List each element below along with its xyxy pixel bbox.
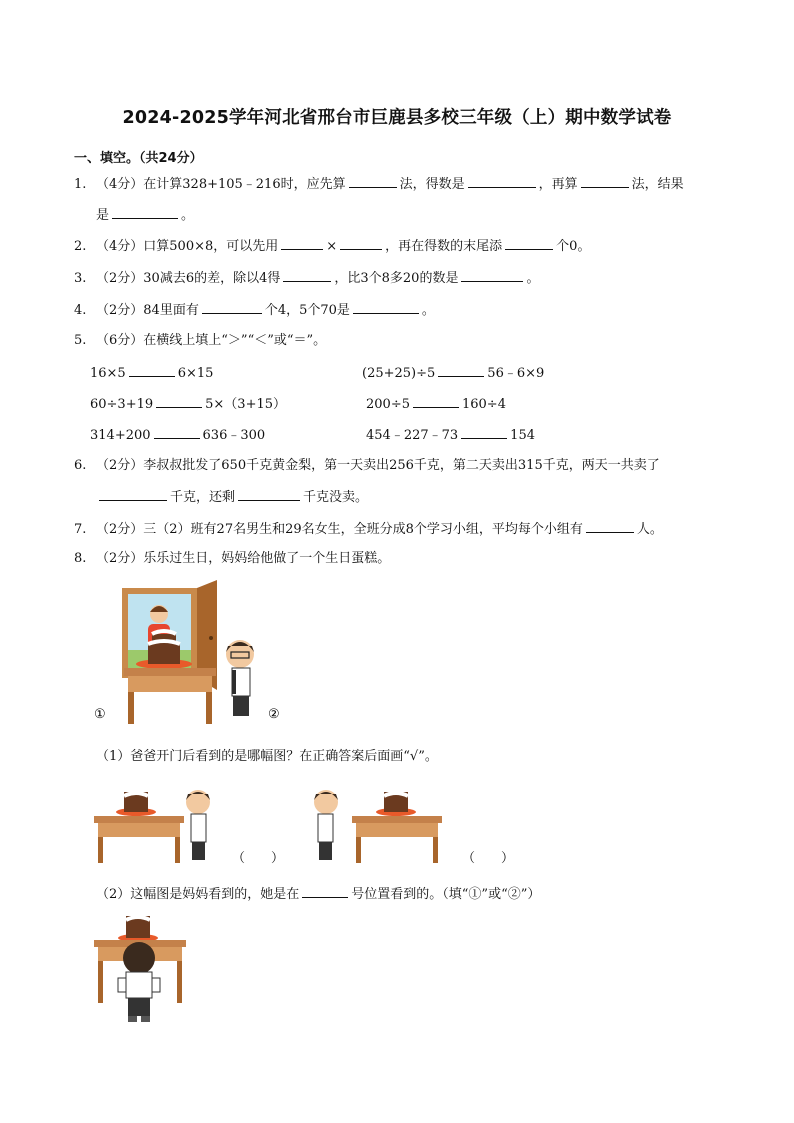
page-title: 2024-2025学年河北省邢台市巨鹿县多校三年级（上）期中数学试卷 [122,108,672,128]
answer-blank[interactable] [202,300,262,314]
compare-row-2-right: 200÷5 160÷4 [366,394,506,414]
answer-blank[interactable] [461,268,523,282]
question-6: 6. （2分）李叔叔批发了650千克黄金梨，第一天卖出256千克，第二天卖出315千克，两天一共卖了 [74,458,660,473]
boy-back [123,942,155,974]
answer-blank[interactable] [505,236,553,250]
answer-blank[interactable] [154,425,200,439]
question-1-cont: 是 。 [96,205,194,225]
answer-blank[interactable] [581,174,629,188]
cake-bottom [148,644,180,664]
table-top [124,668,216,676]
table [352,816,442,823]
compare-row-1-left: 16×5 6×15 [90,363,213,383]
question-7: 7. （2分）三（2）班有27名男生和29名女生，全班分成8个学习小组，平均每个小组有 人。 [74,519,663,539]
answer-blank[interactable] [340,236,382,250]
question-8: 8. （2分）乐乐过生日，妈妈给他做了一个生日蛋糕。 [74,551,391,566]
compare-row-3-left: 314+200 636﹣300 [90,425,265,445]
compare-row-2-left: 60÷3+19 5×（3+15） [90,394,286,414]
question-4: 4. （2分）84里面有 个4，5个70是 。 [74,300,435,320]
answer-blank[interactable] [281,236,323,250]
answer-blank[interactable] [238,487,300,501]
section-heading: 一、填空。（共24分） [74,151,203,166]
answer-blank[interactable] [461,425,507,439]
answer-paren-b[interactable]: （ ） [462,851,515,866]
answer-blank[interactable] [586,519,634,533]
compare-row-1-right: (25+25)÷5 56﹣6×9 [362,363,544,383]
question-6-cont: 千克，还剩 千克没卖。 [96,487,368,507]
answer-blank[interactable] [129,363,175,377]
answer-blank[interactable] [413,394,459,408]
position-1-label: ① [94,707,106,722]
sub-question-1: （1）爸爸开门后看到的是哪幅图？在正确答案后面画“√”。 [96,749,438,764]
answer-blank[interactable] [283,268,331,282]
option-b-illustration [306,778,446,868]
option-a-illustration [92,778,212,868]
answer-blank[interactable] [156,394,202,408]
answer-blank[interactable] [438,363,484,377]
compare-row-3-right: 454﹣227﹣73 154 [366,425,535,445]
question-2: 2. （4分）口算500×8，可以先用 × ，再在得数的末尾添 个0。 [74,236,590,256]
answer-blank[interactable] [99,487,167,501]
mom-view-illustration [92,912,192,1027]
answer-blank[interactable] [302,884,348,898]
answer-blank[interactable] [349,174,397,188]
sub-question-2: （2）这幅图是妈妈看到的，她是在 号位置看到的。（填“①”或“②”） [96,884,540,904]
scene-illustration [92,580,292,730]
answer-blank[interactable] [353,300,419,314]
answer-blank[interactable] [112,205,178,219]
question-1: 1. （4分）在计算328+105﹣216时，应先算 法，得数是 ，再算 法，结果 [74,174,684,194]
answer-blank[interactable] [468,174,536,188]
table [94,816,184,823]
table-drawer [128,676,212,692]
position-2-label: ② [268,707,280,722]
question-3: 3. （2分）30减去6的差，除以4得 ，比3个8多20的数是 。 [74,268,539,288]
answer-paren-a[interactable]: （ ） [232,851,285,866]
question-5: 5. （6分）在横线上填上“＞”“＜”或“＝”。 [74,333,327,348]
